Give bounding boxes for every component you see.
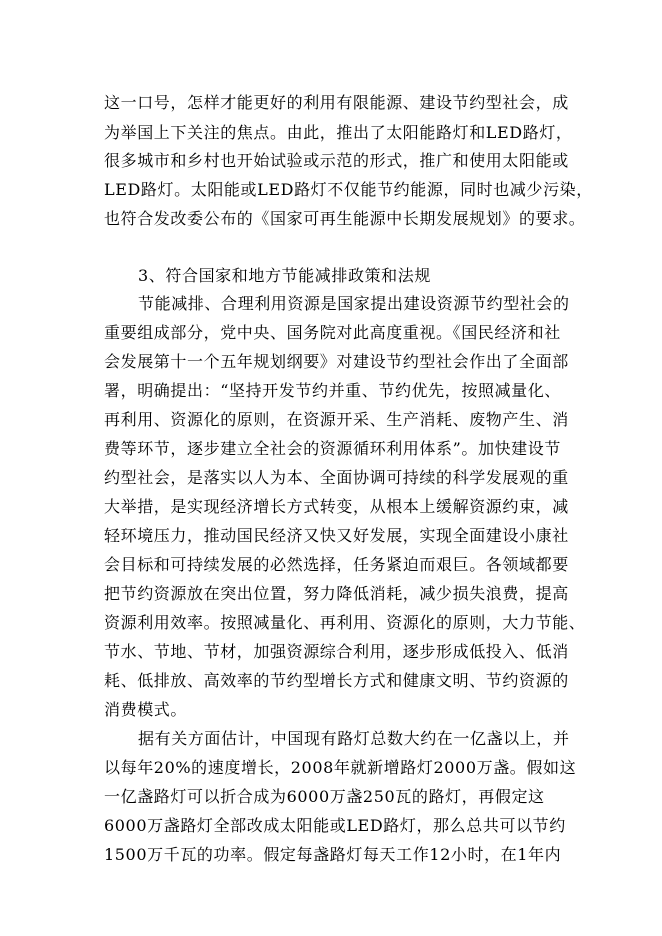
text-line: 1500万千瓦的功率。假定每盏路灯每天工作12小时，在1年内 xyxy=(104,845,562,864)
text-line: 会发展第十一个五年规划纲要》对建设节约型社会作出了全面部 xyxy=(104,352,569,371)
text-line: 署，明确提出：“坚持开发节约并重、节约优先，按照减量化、 xyxy=(104,381,561,400)
text-line: 以每年20%的速度增长，2008年就新增路灯2000万盏。假如这 xyxy=(104,758,577,777)
text-line: 会目标和可持续发展的必然选择，任务紧迫而艰巨。各领域都要 xyxy=(104,555,569,574)
text-line: 6000万盏路灯全部改成太阳能或LED路灯，那么总共可以节约 xyxy=(104,816,566,835)
text-line: 大举措，是实现经济增长方式转变，从根本上缓解资源约束，减 xyxy=(104,497,569,516)
text-line: 再利用、资源化的原则，在资源开采、生产消耗、废物产生、消 xyxy=(104,410,569,429)
text-line: 重要组成部分，党中央、国务院对此高度重视。《国民经济和社 xyxy=(104,323,561,342)
text-line: LED路灯。太阳能或LED路灯不仅能节约能源，同时也减少污染， xyxy=(104,180,593,199)
text-line: 一亿盏路灯可以折合成为6000万盏250瓦的路灯，再假定这 xyxy=(104,787,545,806)
text-line: 节水、节地、节材，加强资源综合利用，逐步形成低投入、低消 xyxy=(104,642,569,661)
text-line: 把节约资源放在突出位置，努力降低消耗，减少损失浪费，提高 xyxy=(104,584,569,603)
text-line: 轻环境压力，推动国民经济又快又好发展，实现全面建设小康社 xyxy=(104,526,569,545)
text-line: 这一口号，怎样才能更好的利用有限能源、建设节约型社会，成 xyxy=(104,93,569,112)
text-line: 约型社会，是落实以人为本、全面协调可持续的科学发展观的重 xyxy=(104,468,569,487)
section-heading: 3、符合国家和地方节能减排政策和法规 xyxy=(138,266,431,285)
text-line: 费等环节，逐步建立全社会的资源循环利用体系”。加快建设节 xyxy=(104,439,561,458)
text-line: 为举国上下关注的焦点。由此，推出了太阳能路灯和LED路灯， xyxy=(104,123,573,142)
text-line: 据有关方面估计，中国现有路灯总数大约在一亿盏以上，并 xyxy=(138,729,570,748)
text-line: 很多城市和乡村也开始试验或示范的形式，推广和使用太阳能或 xyxy=(104,151,569,170)
text-line: 也符合发改委公布的《国家可再生能源中长期发展规划》的要求。 xyxy=(104,209,586,228)
text-line: 耗、低排放、高效率的节约型增长方式和健康文明、节约资源的 xyxy=(104,671,569,690)
text-line: 节能减排、合理利用资源是国家提出建设资源节约型社会的 xyxy=(138,294,570,313)
text-line: 消费模式。 xyxy=(104,700,188,719)
text-line: 资源利用效率。按照减量化、再利用、资源化的原则，大力节能、 xyxy=(104,613,586,632)
